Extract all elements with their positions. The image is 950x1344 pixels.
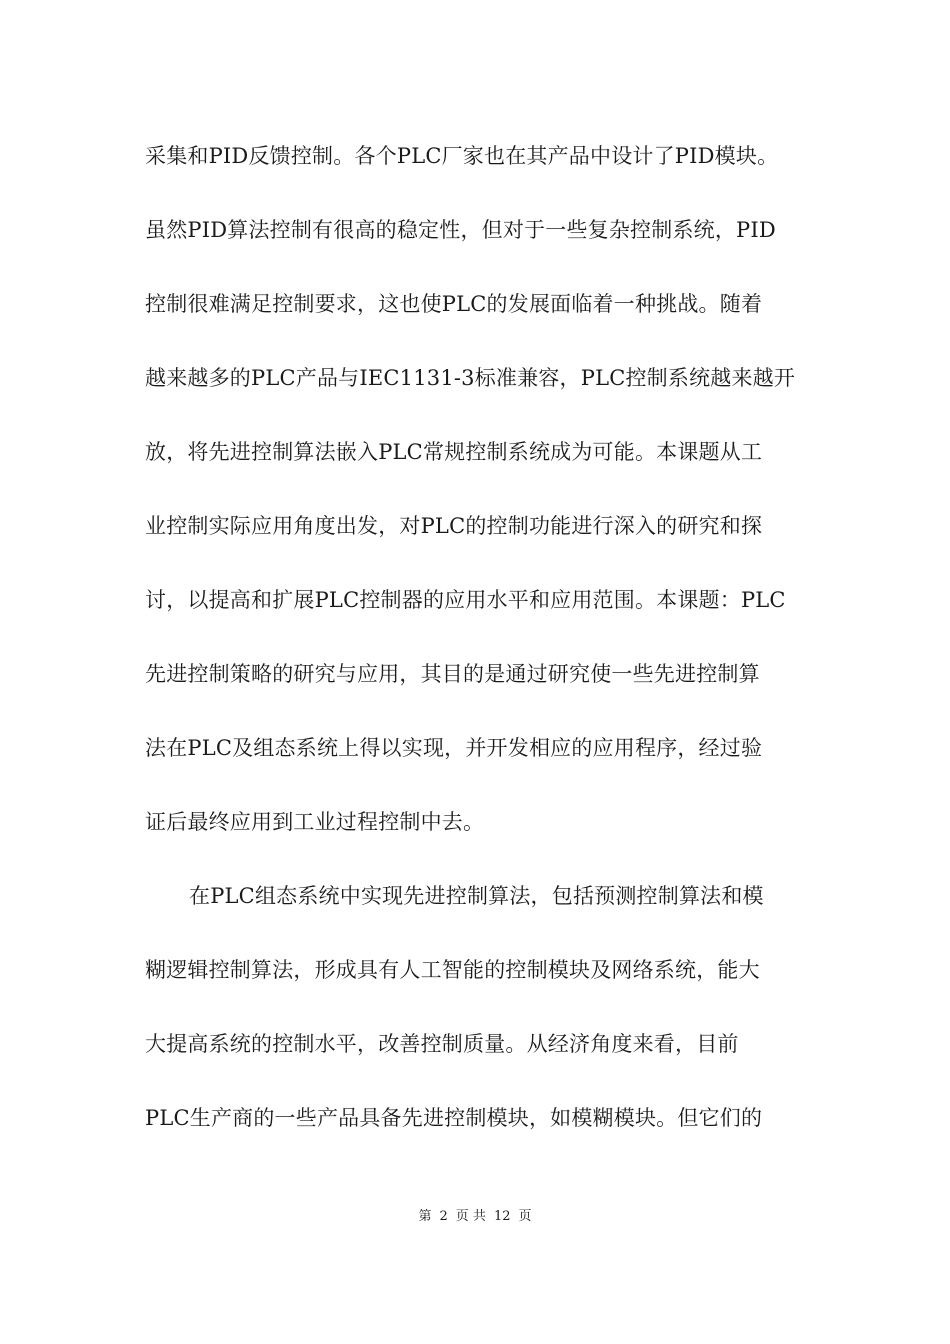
page-footer — [0, 1208, 950, 1226]
body-line: PLC生产商的一些产品具备先进控制模块，如模糊模块。但它们的 — [145, 1106, 763, 1130]
footer-prefix: 第 — [418, 1209, 432, 1224]
footer-current-page: 2 — [439, 1209, 448, 1224]
body-line: 糊逻辑控制算法，形成具有人工智能的控制模块及网络系统，能大 — [145, 958, 760, 982]
body-line: 越来越多的PLC产品与IEC1131-3标准兼容，PLC控制系统越来越开 — [145, 366, 796, 390]
body-line: 先进控制策略的研究与应用，其目的是通过研究使一些先进控制算 — [145, 662, 760, 686]
body-line: 控制很难满足控制要求，这也使PLC的发展面临着一种挑战。随着 — [145, 292, 763, 316]
body-line: 证后最终应用到工业过程控制中去。 — [145, 810, 485, 834]
body-line: 采集和PID反馈控制。各个PLC厂家也在其产品中设计了PID模块。 — [145, 144, 779, 168]
body-line: 放，将先进控制算法嵌入PLC常规控制系统成为可能。本课题从工 — [145, 440, 763, 464]
footer-middle: 页 共 — [455, 1209, 486, 1224]
body-line: 法在PLC及组态系统上得以实现，并开发相应的应用程序，经过验 — [145, 736, 763, 760]
body-line: 大提高系统的控制水平，改善控制质量。从经济角度来看，目前 — [145, 1032, 739, 1056]
footer-total-pages: 12 — [493, 1209, 511, 1224]
footer-suffix: 页 — [518, 1209, 532, 1224]
body-line-indented: 在PLC组态系统中实现先进控制算法，包括预测控制算法和模 — [189, 884, 764, 908]
body-line: 讨，以提高和扩展PLC控制器的应用水平和应用范围。本课题：PLC — [145, 588, 786, 612]
body-line: 业控制实际应用角度出发，对PLC的控制功能进行深入的研究和探 — [145, 514, 763, 538]
body-line: 虽然PID算法控制有很高的稳定性，但对于一些复杂控制系统，PID — [145, 218, 776, 242]
